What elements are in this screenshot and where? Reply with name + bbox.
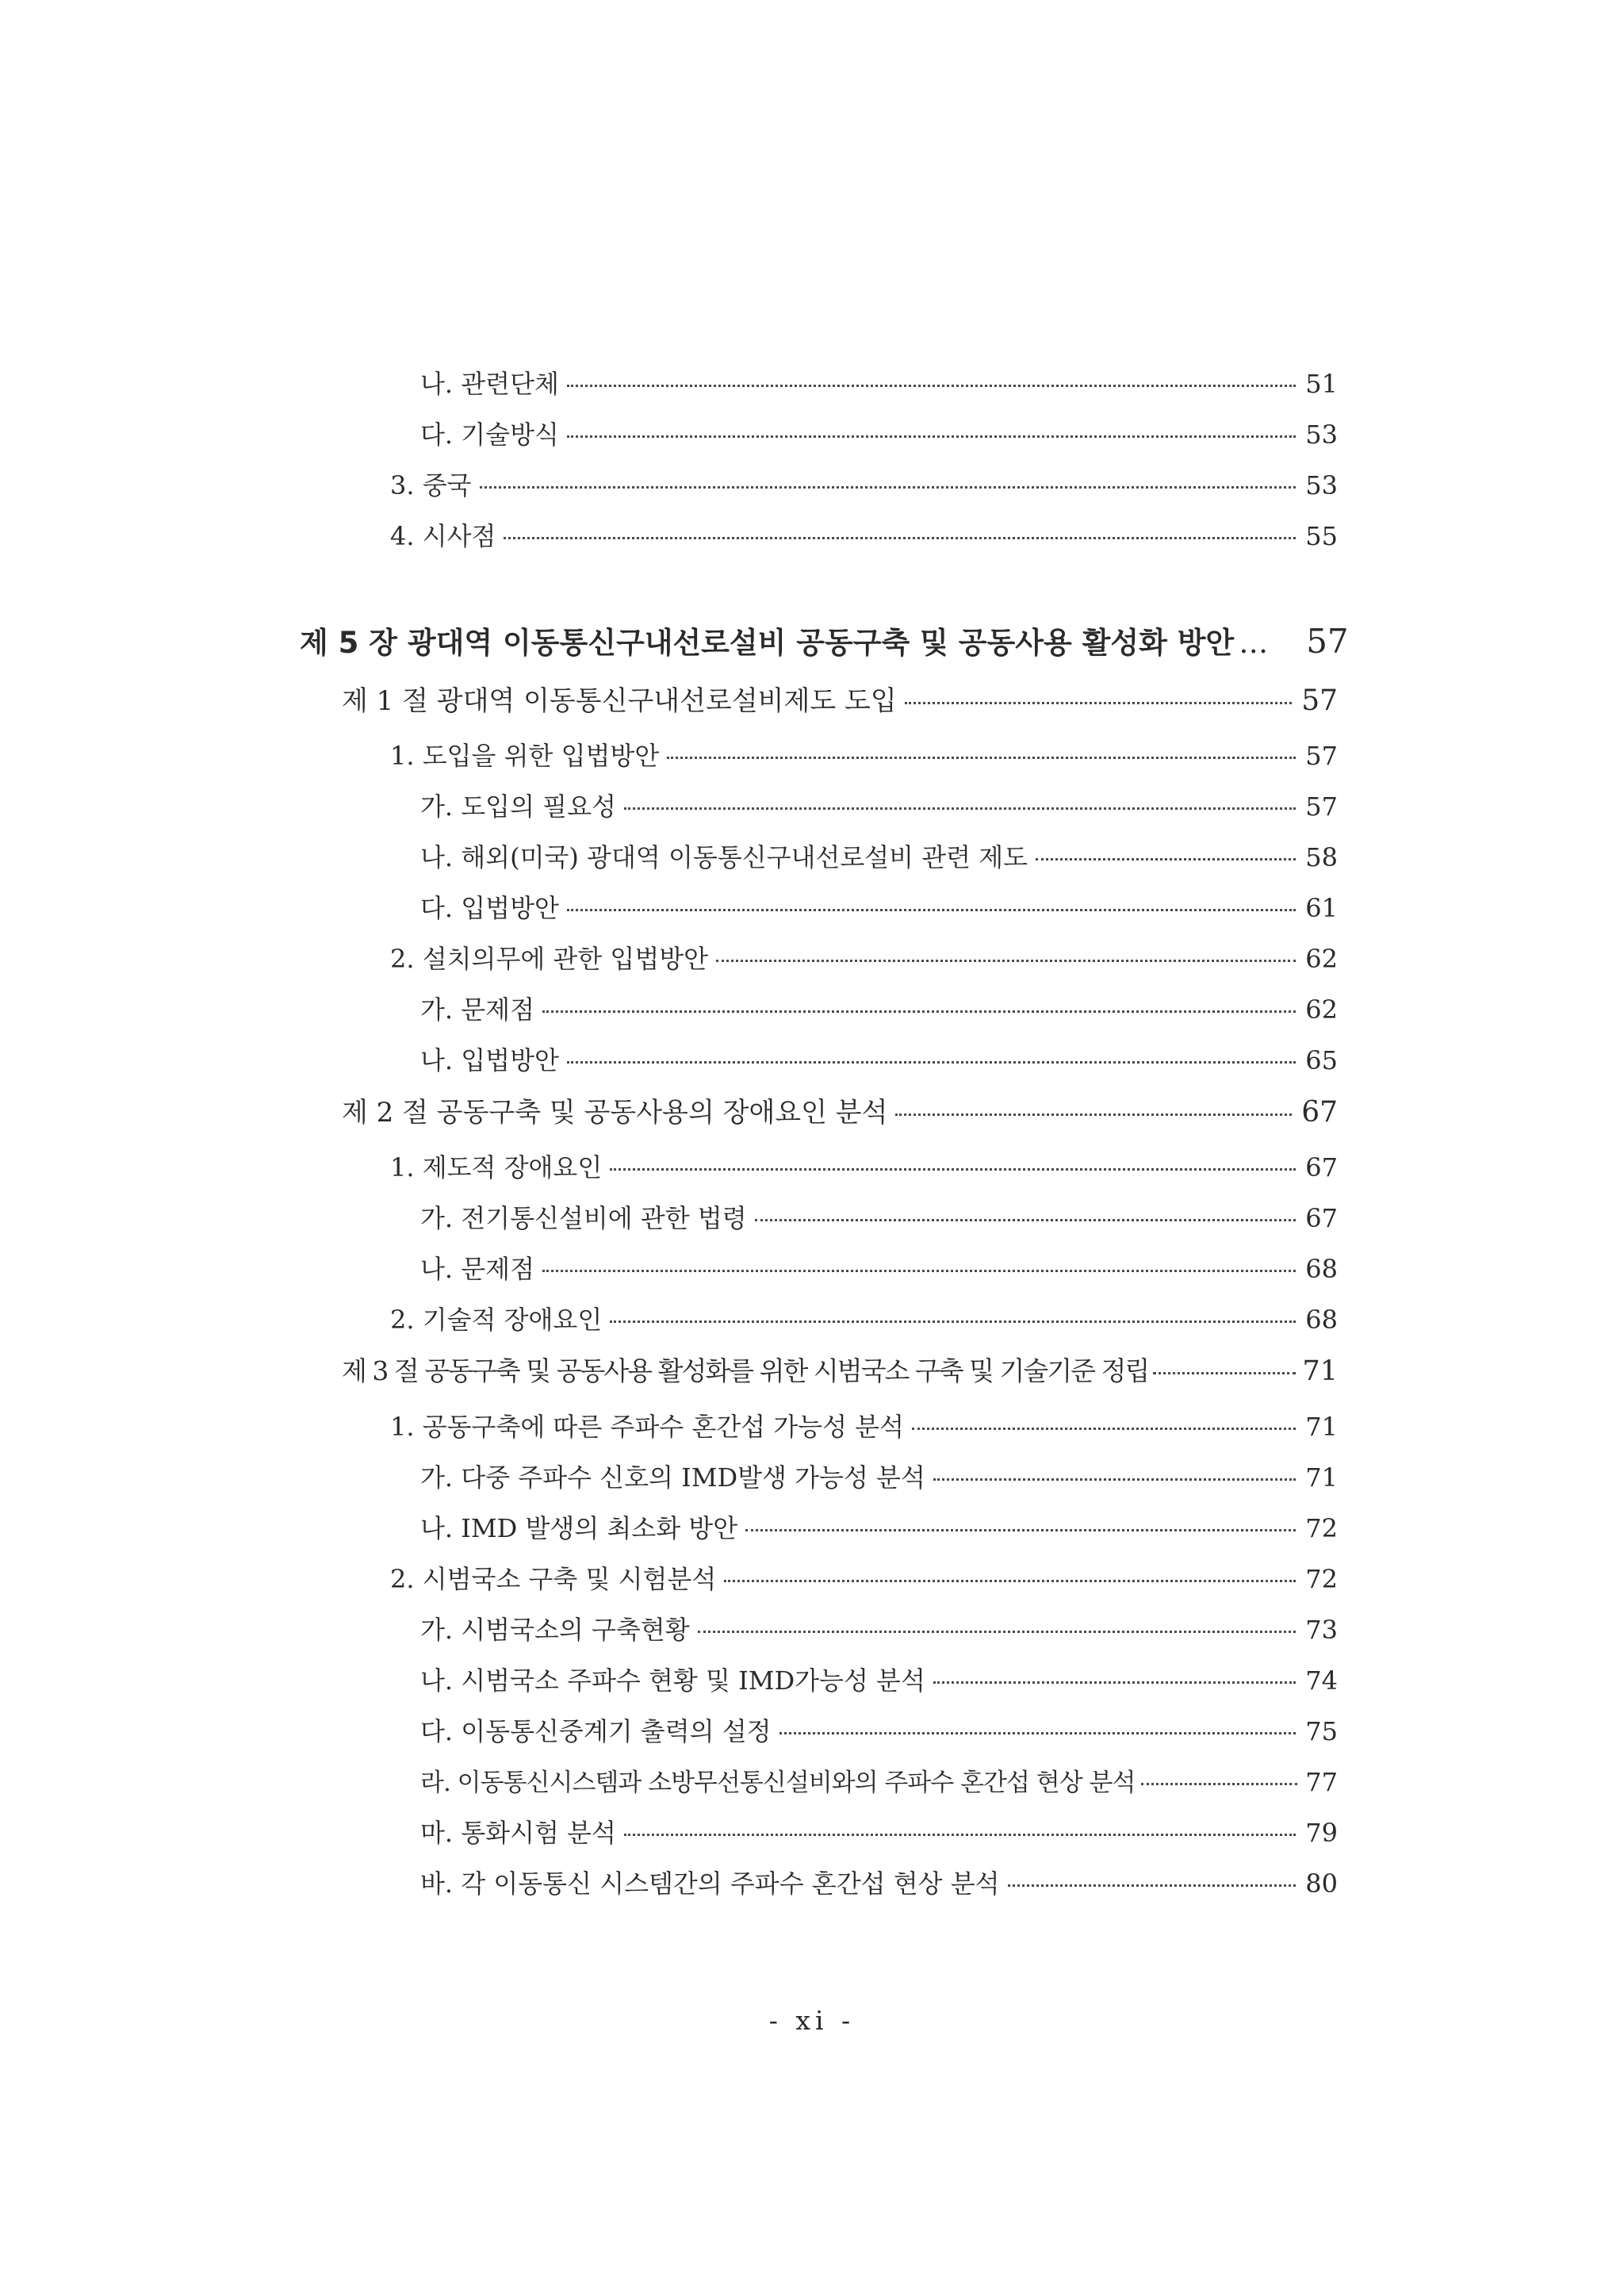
toc-entry-label: 가. 도입의 필요성 [420,792,616,822]
toc-entry [420,1513,1338,1543]
dot-leader [542,1010,1296,1013]
toc-entry-label: 라. 이동통신시스템과 소방무선통신설비와의 주파수 혼간섭 현상 분석 [420,1769,1136,1797]
toc-entry-page: 67 [1301,1096,1338,1129]
dot-leader [1153,1372,1296,1374]
toc-entry [420,1615,1338,1645]
toc-entry-page: 65 [1305,1045,1338,1075]
toc-entry-label: 4. 시사점 [390,521,496,551]
toc-entry-label: 1. 도입을 위한 입법방안 [390,741,660,771]
toc-entry-page: 77 [1305,1767,1338,1797]
dot-leader [624,1834,1296,1836]
toc-entry [420,1205,1338,1231]
dot-leader [912,1428,1296,1430]
toc-entry-page: 72 [1305,1513,1338,1543]
toc-entry-label: 나. 시범국소 주파수 현황 및 IMD가능성 분석 [420,1665,925,1696]
toc-entry [420,792,1338,822]
toc-entry [420,1820,1338,1846]
toc-entry-page: 53 [1305,420,1338,450]
toc-entry-label: 다. 입법방안 [420,893,559,923]
toc-entry-label: 가. 문제점 [420,995,534,1025]
toc-entry-page: 68 [1305,1305,1338,1335]
dot-leader [755,1219,1297,1221]
dot-leader [745,1529,1296,1531]
dot-leader [933,1478,1296,1481]
dot-leader [933,1681,1296,1684]
dot-leader [1036,858,1296,861]
toc-entry [390,946,1338,972]
toc-entry-page: 61 [1305,893,1338,923]
toc-entry [420,1462,1338,1493]
dot-leader [567,1061,1296,1064]
dot-leader [624,807,1296,810]
toc-entry [390,1412,1338,1442]
toc-entry [390,743,1338,769]
toc-entry-page: 74 [1305,1665,1338,1696]
toc-chapter-page: 57 [1306,622,1349,661]
dot-leader [905,702,1292,704]
toc-entry-page: 73 [1305,1615,1338,1645]
toc-entry [420,1256,1338,1282]
toc-entry-label: 나. 입법방안 [420,1045,559,1075]
toc-entry-label: 바. 각 이동통신 시스템간의 주파수 혼간섭 현상 분석 [420,1869,1000,1899]
toc-section-entry [342,1355,1338,1387]
toc-entry [390,1566,1338,1592]
toc-entry-page: 75 [1305,1716,1338,1746]
toc-entry-label: 나. 해외(미국) 광대역 이동통신구내선로설비 관련 제도 [420,842,1028,872]
toc-entry [420,1665,1338,1696]
toc-entry-label: 가. 다중 주파수 신호의 IMD발생 가능성 분석 [420,1462,925,1493]
dot-leader [542,1270,1296,1272]
toc-entry-label: 나. 관련단체 [420,369,559,399]
toc-entry [420,1716,1338,1746]
toc-entry-page: 53 [1305,470,1338,500]
toc-chapter-entry [300,622,1349,661]
toc-entry [420,1045,1338,1075]
dot-leader [1008,1884,1297,1887]
dot-leader [895,1114,1292,1116]
toc-entry [420,1869,1338,1899]
toc-entry-page: 68 [1305,1254,1338,1284]
toc-entry-label: 제 1 절 광대역 이동통신구내선로설비제도 도입 [342,685,897,717]
toc-entry-page: 57 [1301,684,1338,717]
toc-entry-page: 62 [1305,944,1338,974]
dot-leader [504,537,1296,539]
toc-entry-label: 2. 시범국소 구축 및 시험분석 [390,1564,717,1594]
toc-entry [420,420,1338,450]
toc-entry [390,1152,1338,1182]
toc-entry-label: 나. 문제점 [420,1254,534,1284]
dot-leader [567,909,1296,911]
dot-leader [779,1732,1297,1734]
page-number-footer: - xi - [768,2005,856,2036]
toc-entry [390,470,1338,500]
toc-entry-page: 57 [1305,741,1338,771]
toc-entry-page: 79 [1305,1818,1338,1848]
toc-entry [420,995,1338,1025]
toc-entry [390,523,1338,549]
dot-leader [610,1320,1296,1323]
toc-section-entry [342,684,1338,717]
toc-entry-label: 제 3 절 공동구축 및 공동사용 활성화를 위한 시범국소 구축 및 기술기준 정립 [342,1355,1149,1386]
toc-entry [420,1769,1338,1796]
toc-entry-label: 2. 설치의무에 관한 입법방안 [390,944,709,974]
toc-entry-page: 71 [1305,1412,1338,1442]
dot-leader [567,435,1296,438]
toc-entry-page: 57 [1305,792,1338,822]
toc-entry-page: 72 [1305,1564,1338,1594]
toc-entry-page: 71 [1302,1355,1338,1387]
toc-entry [420,895,1338,921]
dot-leader [480,486,1297,489]
toc-entry [390,1305,1338,1335]
dot-leader [567,385,1296,387]
dot-leader [698,1631,1297,1633]
toc-entry-page: 67 [1305,1152,1338,1182]
toc-entry-label: 제 2 절 공동구축 및 공동사용의 장애요인 분석 [342,1097,888,1129]
toc-chapter-label: 제 5 장 광대역 이동통신구내선로설비 공동구축 및 공동사용 활성화 방안 [300,626,1235,660]
toc-entry-label: 2. 기술적 장애요인 [390,1305,603,1335]
toc-section-entry [342,1098,1338,1127]
dot-leader [1141,1783,1297,1785]
toc-entry-label: 가. 전기통신설비에 관한 법령 [420,1203,747,1233]
toc-entry-label: 3. 중국 [390,470,472,500]
toc-entry-label: 나. IMD 발생의 최소화 방안 [420,1513,738,1543]
toc-entry-label: 1. 제도적 장애요인 [390,1152,603,1182]
toc-entry-page: 55 [1305,521,1338,551]
toc-entry-label: 가. 시범국소의 구축현황 [420,1615,690,1645]
toc-entry-label: 1. 공동구축에 따른 주파수 혼간섭 가능성 분석 [390,1412,904,1442]
toc-entry-page: 62 [1305,995,1338,1025]
toc-entry-page: 71 [1305,1462,1338,1493]
dot-leader [610,1168,1296,1171]
toc-entry [420,371,1338,397]
dot-leader [724,1580,1296,1582]
dot-leader [667,757,1296,759]
toc-entry [420,842,1338,872]
toc-entry-page: 80 [1305,1869,1338,1899]
chapter-ellipsis: … [1239,626,1269,660]
toc-entry-page: 58 [1305,842,1338,872]
toc-entry-page: 67 [1305,1203,1338,1233]
toc-entry-page: 51 [1305,369,1338,399]
toc-entry-label: 마. 통화시험 분석 [420,1818,616,1848]
toc-entry-label: 다. 이동통신중계기 출력의 설정 [420,1716,772,1746]
dot-leader [716,960,1296,962]
toc-entry-label: 다. 기술방식 [420,420,559,450]
